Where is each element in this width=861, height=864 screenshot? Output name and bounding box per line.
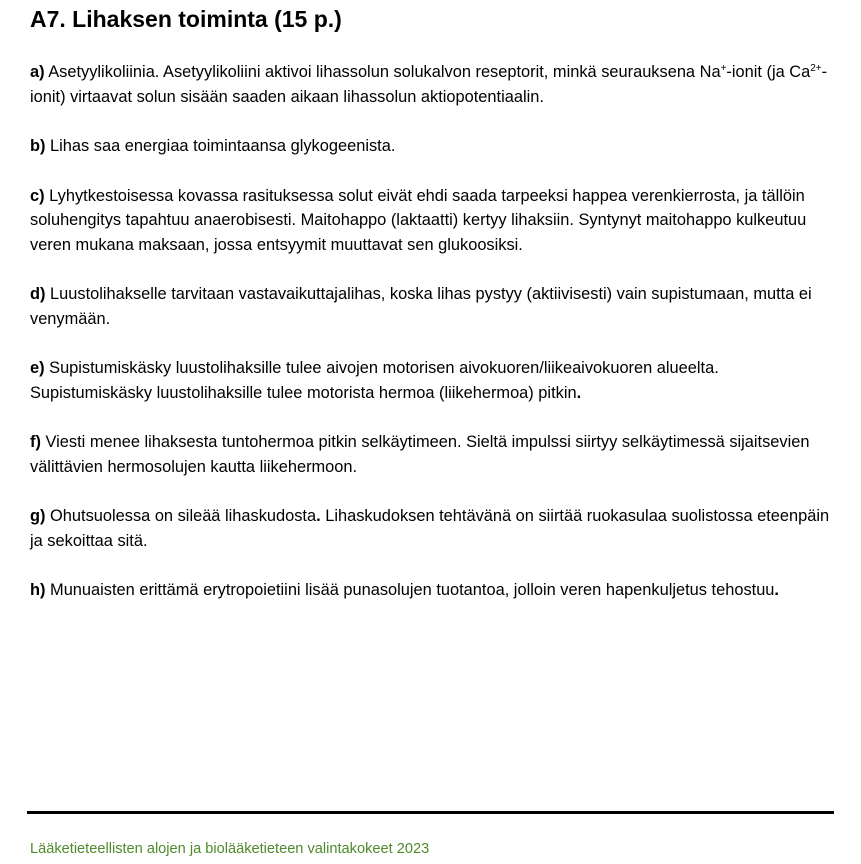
- answer-e-text: Supistumiskäsky luustolihaksille tulee aivojen motorisen aivokuoren/liikeaivokuoren alueelta. Supistumiskäsky luustolihaksille tulee motorista hermoa (liikehermoa) pitkin: [30, 359, 719, 402]
- answer-e-label: e): [30, 359, 45, 377]
- answer-h-text: Munuaisten erittämä erytropoietiini lisää punasolujen tuotantoa, jolloin veren hapenkuljetus tehostuu: [45, 581, 775, 599]
- answer-c: [30, 184, 845, 258]
- answer-g-text-part-2: Lihaskudoksen tehtävänä on siirtää ruokasulaa suolistossa eteenpäin ja sekoittaa sitä.: [30, 507, 830, 550]
- answer-e-end-period: .: [576, 383, 582, 402]
- page-title: A7. Lihaksen toiminta (15 p.): [30, 6, 342, 32]
- answer-a-text-part-3: -ionit) virtaavat solun sisään saaden aikaan lihassolun aktiopotentiaalin.: [30, 63, 828, 106]
- answer-a-label: a): [30, 63, 45, 81]
- answer-h-label: h): [30, 581, 46, 599]
- answer-a: [30, 60, 845, 109]
- answer-list: [30, 60, 845, 628]
- answer-b-text: Lihas saa energiaa toimintaansa glykogeenista.: [45, 137, 396, 155]
- answer-h: [30, 578, 845, 603]
- answer-g-label: g): [30, 507, 46, 525]
- answer-c-label: c): [30, 186, 45, 205]
- sodium-charge-superscript: +: [720, 63, 727, 74]
- answer-c-text: Lyhytkestoisessa kovassa rasituksessa solut eivät ehdi saada tarpeeksi happea verenkierrosta, ja tällöin soluhengitys tapahtuu anaerobisesti. Maitohappo (laktaatti) kertyy lihaksiin. Syntynyt maitohappo kulkeutuu veren mukana maksaan, jossa entsyymit muuttavat sen glukoosiksi.: [30, 186, 807, 254]
- answer-f: [30, 430, 845, 479]
- answer-a-text-part-1: Asetyylikoliinia. Asetyylikoliini aktivoi lihassolun solukalvon reseptorit, minkä seurauksena Na: [44, 63, 721, 81]
- answer-h-end-period: .: [774, 581, 779, 599]
- answer-d-label: d): [30, 285, 46, 303]
- answer-f-label: f): [30, 433, 41, 451]
- answer-a-text-part-2: -ionit (ja Ca: [726, 63, 811, 81]
- footer-divider: [27, 811, 834, 814]
- calcium-charge-superscript: 2+: [810, 63, 822, 74]
- answer-b: [30, 134, 845, 159]
- answer-b-label: b): [30, 137, 46, 155]
- answer-e: [30, 356, 845, 405]
- answer-g: [30, 504, 845, 553]
- answer-g-mid-period: .: [316, 507, 321, 525]
- answer-f-text: Viesti menee lihaksesta tuntohermoa pitkin selkäytimeen. Sieltä impulssi siirtyy selkäytimessä sijaitsevien välittävien hermosolujen kautta liikehermoon.: [30, 433, 810, 476]
- footer-text: Lääketieteellisten alojen ja biolääketieteen valintakokeet 2023: [30, 841, 430, 857]
- answer-d-text: Luustolihakselle tarvitaan vastavaikuttajalihas, koska lihas pystyy (aktiivisesti) vain supistumaan, mutta ei venymään.: [30, 285, 812, 328]
- answer-d: [30, 282, 845, 331]
- answer-g-text-part-1: Ohutsuolessa on sileää lihaskudosta: [45, 507, 317, 525]
